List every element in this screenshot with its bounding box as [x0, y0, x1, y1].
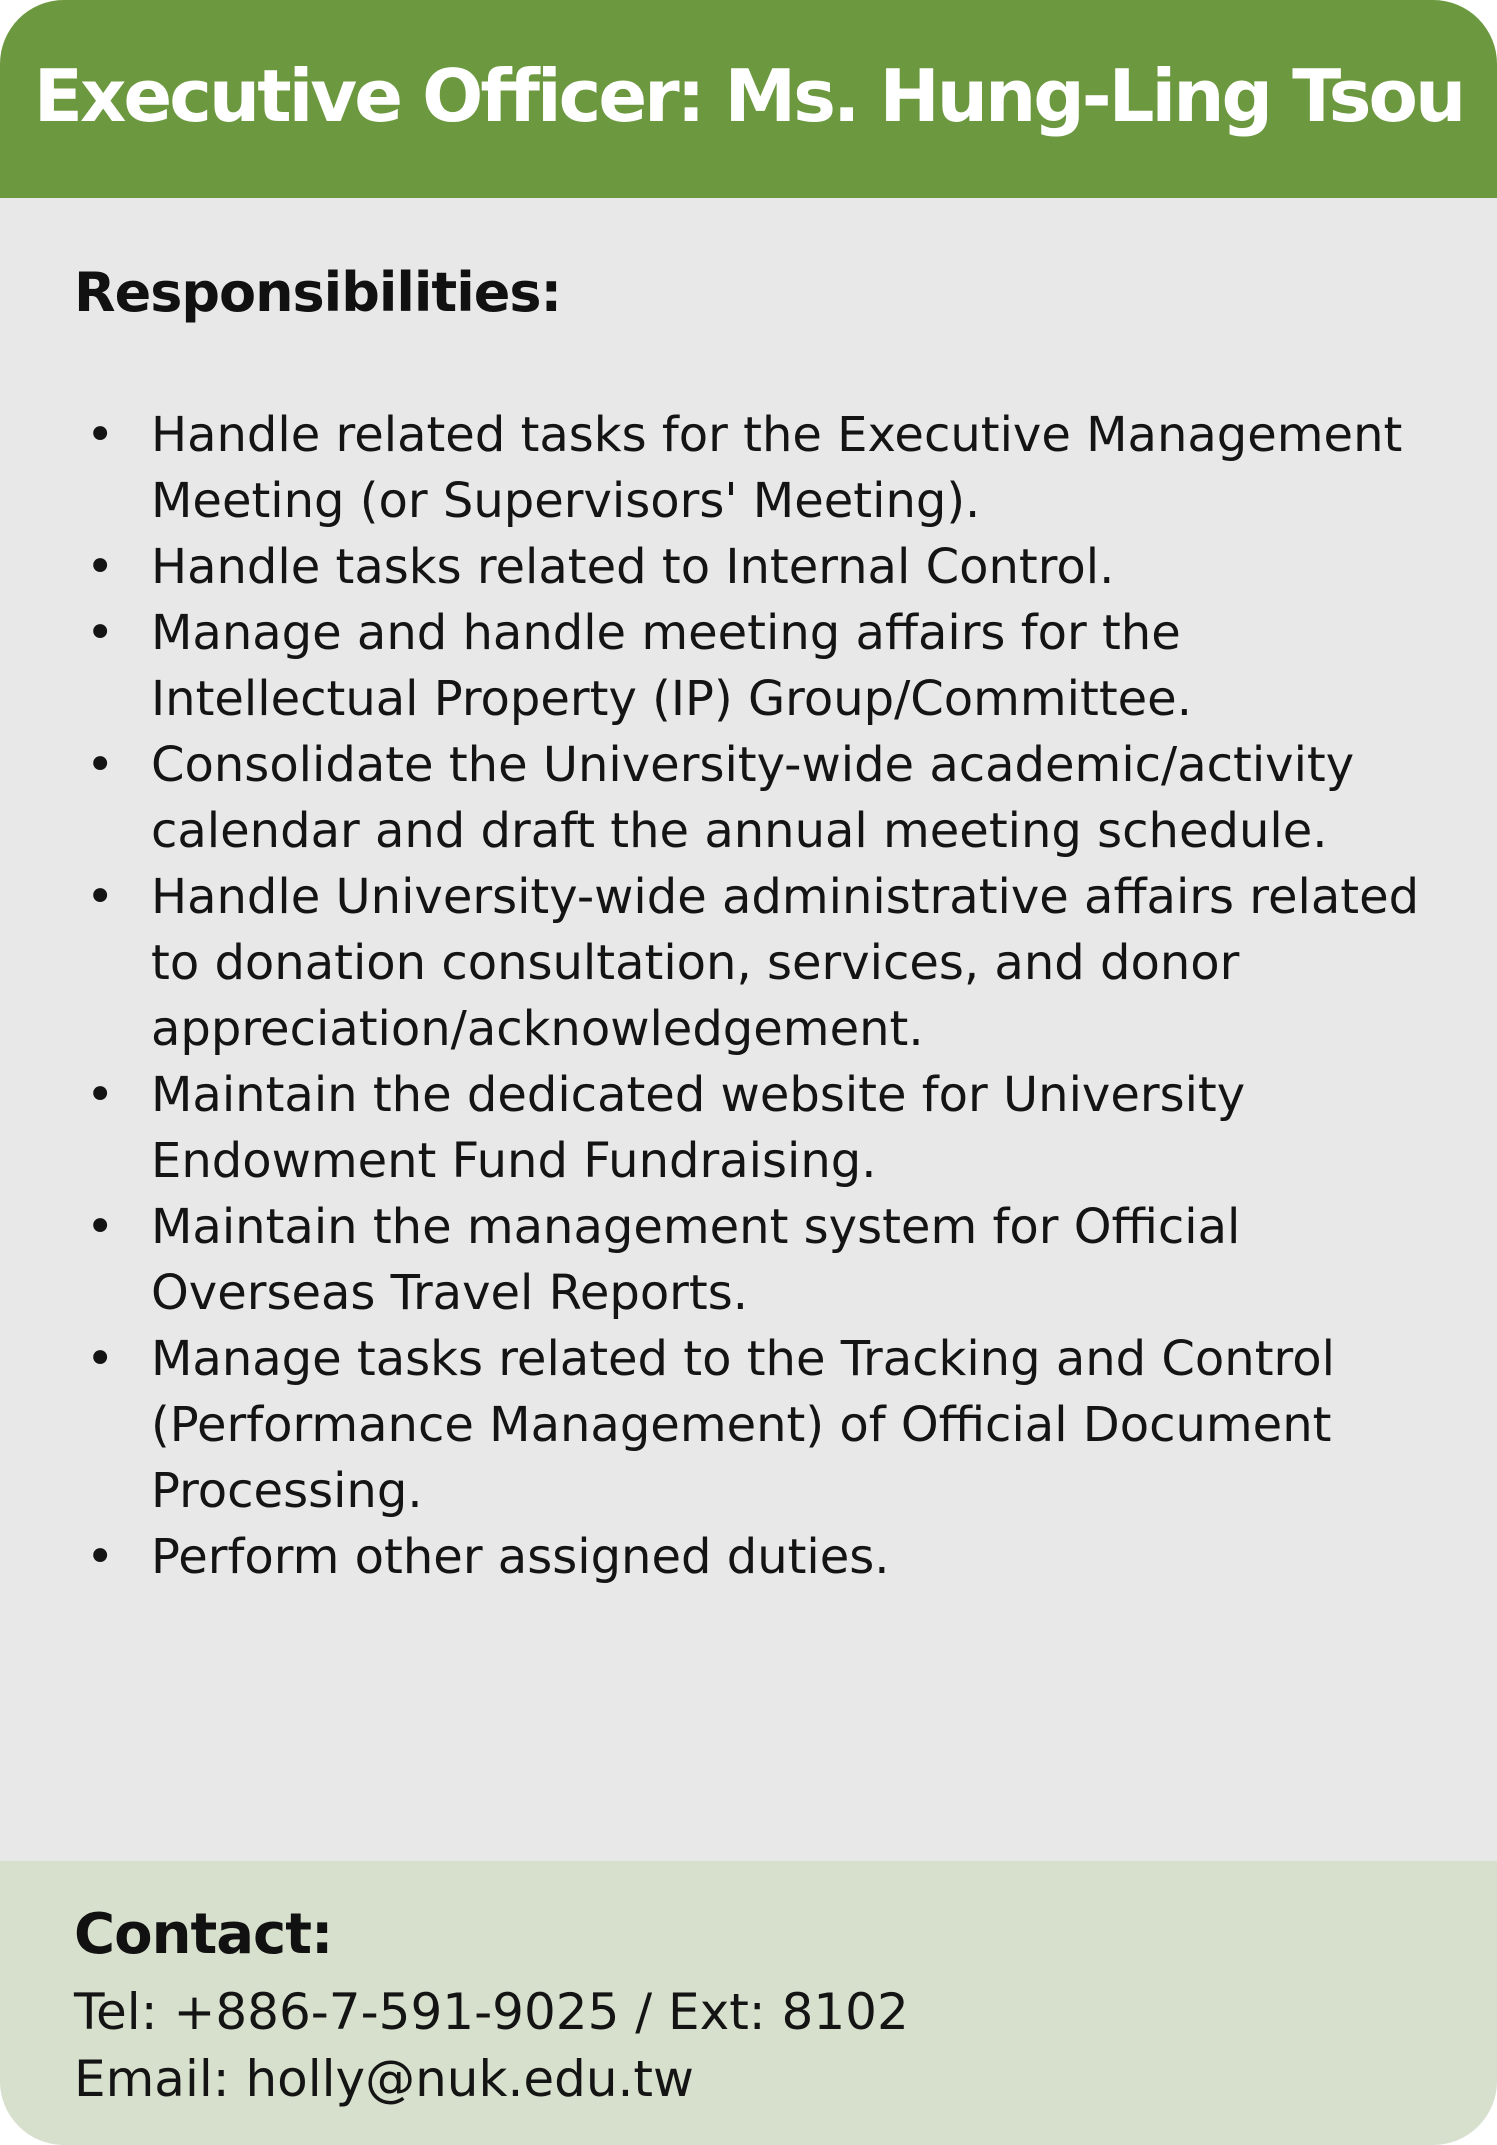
list-item-text: Perform other assigned duties.	[151, 1529, 890, 1585]
list-item-text: Maintain the management system for Official Overseas Travel Reports.	[151, 1199, 1241, 1321]
list-item-text: Consolidate the University-wide academic/activity calendar and draft the annual meeting schedule.	[151, 737, 1355, 859]
contact-email[interactable]: Email: holly@nuk.edu.tw	[74, 2050, 694, 2108]
list-item	[0, 732, 1497, 864]
bullet-icon: •	[86, 605, 115, 661]
contact-heading: Contact:	[74, 1902, 333, 1967]
list-item	[0, 402, 1497, 534]
bullet-icon: •	[86, 1331, 115, 1387]
bullet-icon: •	[86, 1067, 115, 1123]
list-item-text: Manage and handle meeting affairs for the Intellectual Property (IP) Group/Committee.	[151, 605, 1192, 727]
list-item-text: Handle related tasks for the Executive Management Meeting (or Supervisors' Meeting).	[151, 407, 1403, 529]
list-item-text: Manage tasks related to the Tracking and Control (Performance Management) of Official Document Processing.	[151, 1331, 1335, 1519]
list-item	[0, 1194, 1497, 1326]
officer-title: Executive Officer: Ms. Hung-Ling Tsou	[33, 54, 1464, 138]
bullet-icon: •	[86, 1529, 115, 1585]
bullet-icon: •	[86, 869, 115, 925]
list-item	[0, 1326, 1497, 1524]
list-item-text: Maintain the dedicated website for University Endowment Fund Fundraising.	[151, 1067, 1246, 1189]
bullet-icon: •	[86, 1199, 115, 1255]
responsibilities-list	[0, 402, 1497, 1590]
list-item	[0, 1062, 1497, 1194]
card-header	[0, 0, 1497, 198]
list-item	[0, 534, 1497, 600]
bullet-icon: •	[86, 539, 115, 595]
contact-section	[0, 1861, 1497, 2145]
list-item	[0, 1524, 1497, 1590]
bullet-icon: •	[86, 737, 115, 793]
list-item	[0, 864, 1497, 1062]
list-item-text: Handle tasks related to Internal Control.	[151, 539, 1115, 595]
contact-phone: Tel: +886-7-591-9025 / Ext: 8102	[74, 1983, 909, 2041]
responsibilities-heading: Responsibilities:	[74, 261, 562, 324]
bullet-icon: •	[86, 407, 115, 463]
list-item-text: Handle University-wide administrative affairs related to donation consultation, services, and donor appreciation/acknowledgement.	[151, 869, 1420, 1057]
list-item	[0, 600, 1497, 732]
responsibilities-section	[0, 198, 1497, 1861]
